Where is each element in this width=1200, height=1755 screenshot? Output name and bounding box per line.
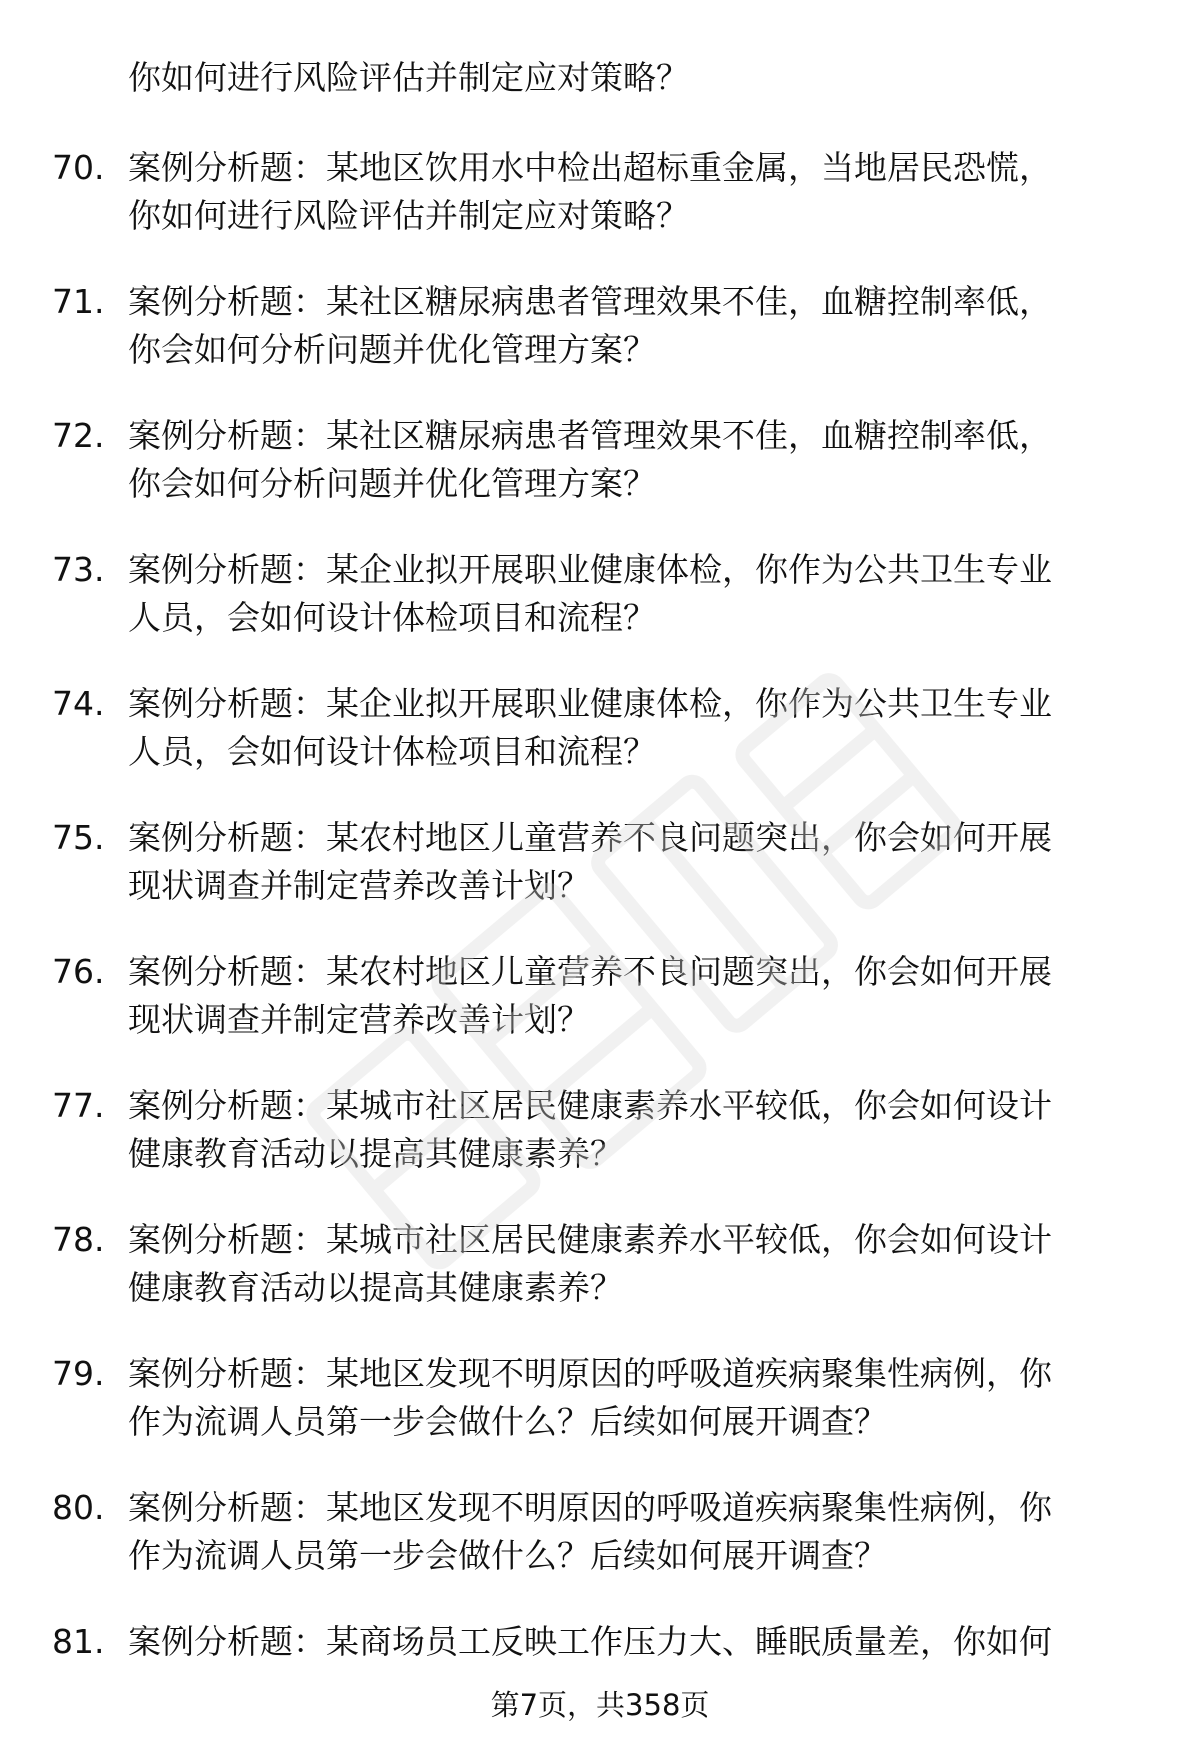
question-text [128, 814, 1138, 910]
question-item [0, 680, 1200, 814]
question-line: 案例分析题：某社区糖尿病患者管理效果不佳，血糖控制率低， [128, 416, 1052, 455]
question-text [128, 1082, 1138, 1178]
question-line: 案例分析题：某城市社区居民健康素养水平较低，你会如何设计 [128, 1086, 1052, 1125]
question-number: 81. [52, 1622, 105, 1661]
question-text [128, 1350, 1138, 1446]
question-item [0, 1350, 1200, 1484]
question-item [0, 278, 1200, 412]
question-line: 现状调查并制定营养改善计划？ [128, 866, 590, 905]
question-line: 作为流调人员第一步会做什么？后续如何展开调查？ [128, 1536, 887, 1575]
question-line: 案例分析题：某农村地区儿童营养不良问题突出，你会如何开展 [128, 818, 1052, 857]
question-number: 74. [52, 684, 105, 723]
question-item [0, 1216, 1200, 1350]
question-line: 现状调查并制定营养改善计划？ [128, 1000, 590, 1039]
question-list [0, 144, 1200, 1698]
question-text [128, 546, 1138, 642]
question-item [0, 1484, 1200, 1618]
question-line: 人员，会如何设计体检项目和流程？ [128, 732, 656, 771]
question-item [0, 412, 1200, 546]
question-text [128, 1618, 1138, 1666]
question-line: 案例分析题：某企业拟开展职业健康体检，你作为公共卫生专业 [128, 684, 1052, 723]
question-item [0, 546, 1200, 680]
question-number: 76. [52, 952, 105, 991]
question-line: 案例分析题：某地区发现不明原因的呼吸道疾病聚集性病例，你 [128, 1488, 1052, 1527]
question-line: 案例分析题：某企业拟开展职业健康体检，你作为公共卫生专业 [128, 550, 1052, 589]
question-line: 案例分析题：某商场员工反映工作压力大、睡眠质量差，你如何 [128, 1622, 1052, 1661]
question-line: 案例分析题：某农村地区儿童营养不良问题突出，你会如何开展 [128, 952, 1052, 991]
question-number: 78. [52, 1220, 105, 1259]
question-line: 你会如何分析问题并优化管理方案？ [128, 330, 656, 369]
question-text [128, 948, 1138, 1044]
question-line: 健康教育活动以提高其健康素养？ [128, 1134, 623, 1173]
question-line: 案例分析题：某社区糖尿病患者管理效果不佳，血糖控制率低， [128, 282, 1052, 321]
question-line: 案例分析题：某城市社区居民健康素养水平较低，你会如何设计 [128, 1220, 1052, 1259]
question-number: 73. [52, 550, 105, 589]
question-line: 人员，会如何设计体检项目和流程？ [128, 598, 656, 637]
question-number: 75. [52, 818, 105, 857]
question-number: 79. [52, 1354, 105, 1393]
question-item [0, 144, 1200, 278]
question-line: 健康教育活动以提高其健康素养？ [128, 1268, 623, 1307]
question-item [0, 1082, 1200, 1216]
question-number: 71. [52, 282, 105, 321]
question-line: 你如何进行风险评估并制定应对策略？ [128, 196, 689, 235]
question-number: 72. [52, 416, 105, 455]
question-line: 案例分析题：某地区发现不明原因的呼吸道疾病聚集性病例，你 [128, 1354, 1052, 1393]
question-line: 案例分析题：某地区饮用水中检出超标重金属，当地居民恐慌， [128, 148, 1052, 187]
question-number: 77. [52, 1086, 105, 1125]
question-item [0, 948, 1200, 1082]
question-number: 70. [52, 148, 105, 187]
question-text [128, 278, 1138, 374]
question-text [128, 680, 1138, 776]
continued-question-text: 你如何进行风险评估并制定应对策略？ [128, 58, 689, 97]
page-footer: 第7页，共358页 [490, 1688, 710, 1722]
question-text [128, 1216, 1138, 1312]
question-line: 作为流调人员第一步会做什么？后续如何展开调查？ [128, 1402, 887, 1441]
question-number: 80. [52, 1488, 105, 1527]
question-item [0, 814, 1200, 948]
question-text [128, 412, 1138, 508]
question-line: 你会如何分析问题并优化管理方案？ [128, 464, 656, 503]
question-text [128, 144, 1138, 240]
question-text [128, 1484, 1138, 1580]
